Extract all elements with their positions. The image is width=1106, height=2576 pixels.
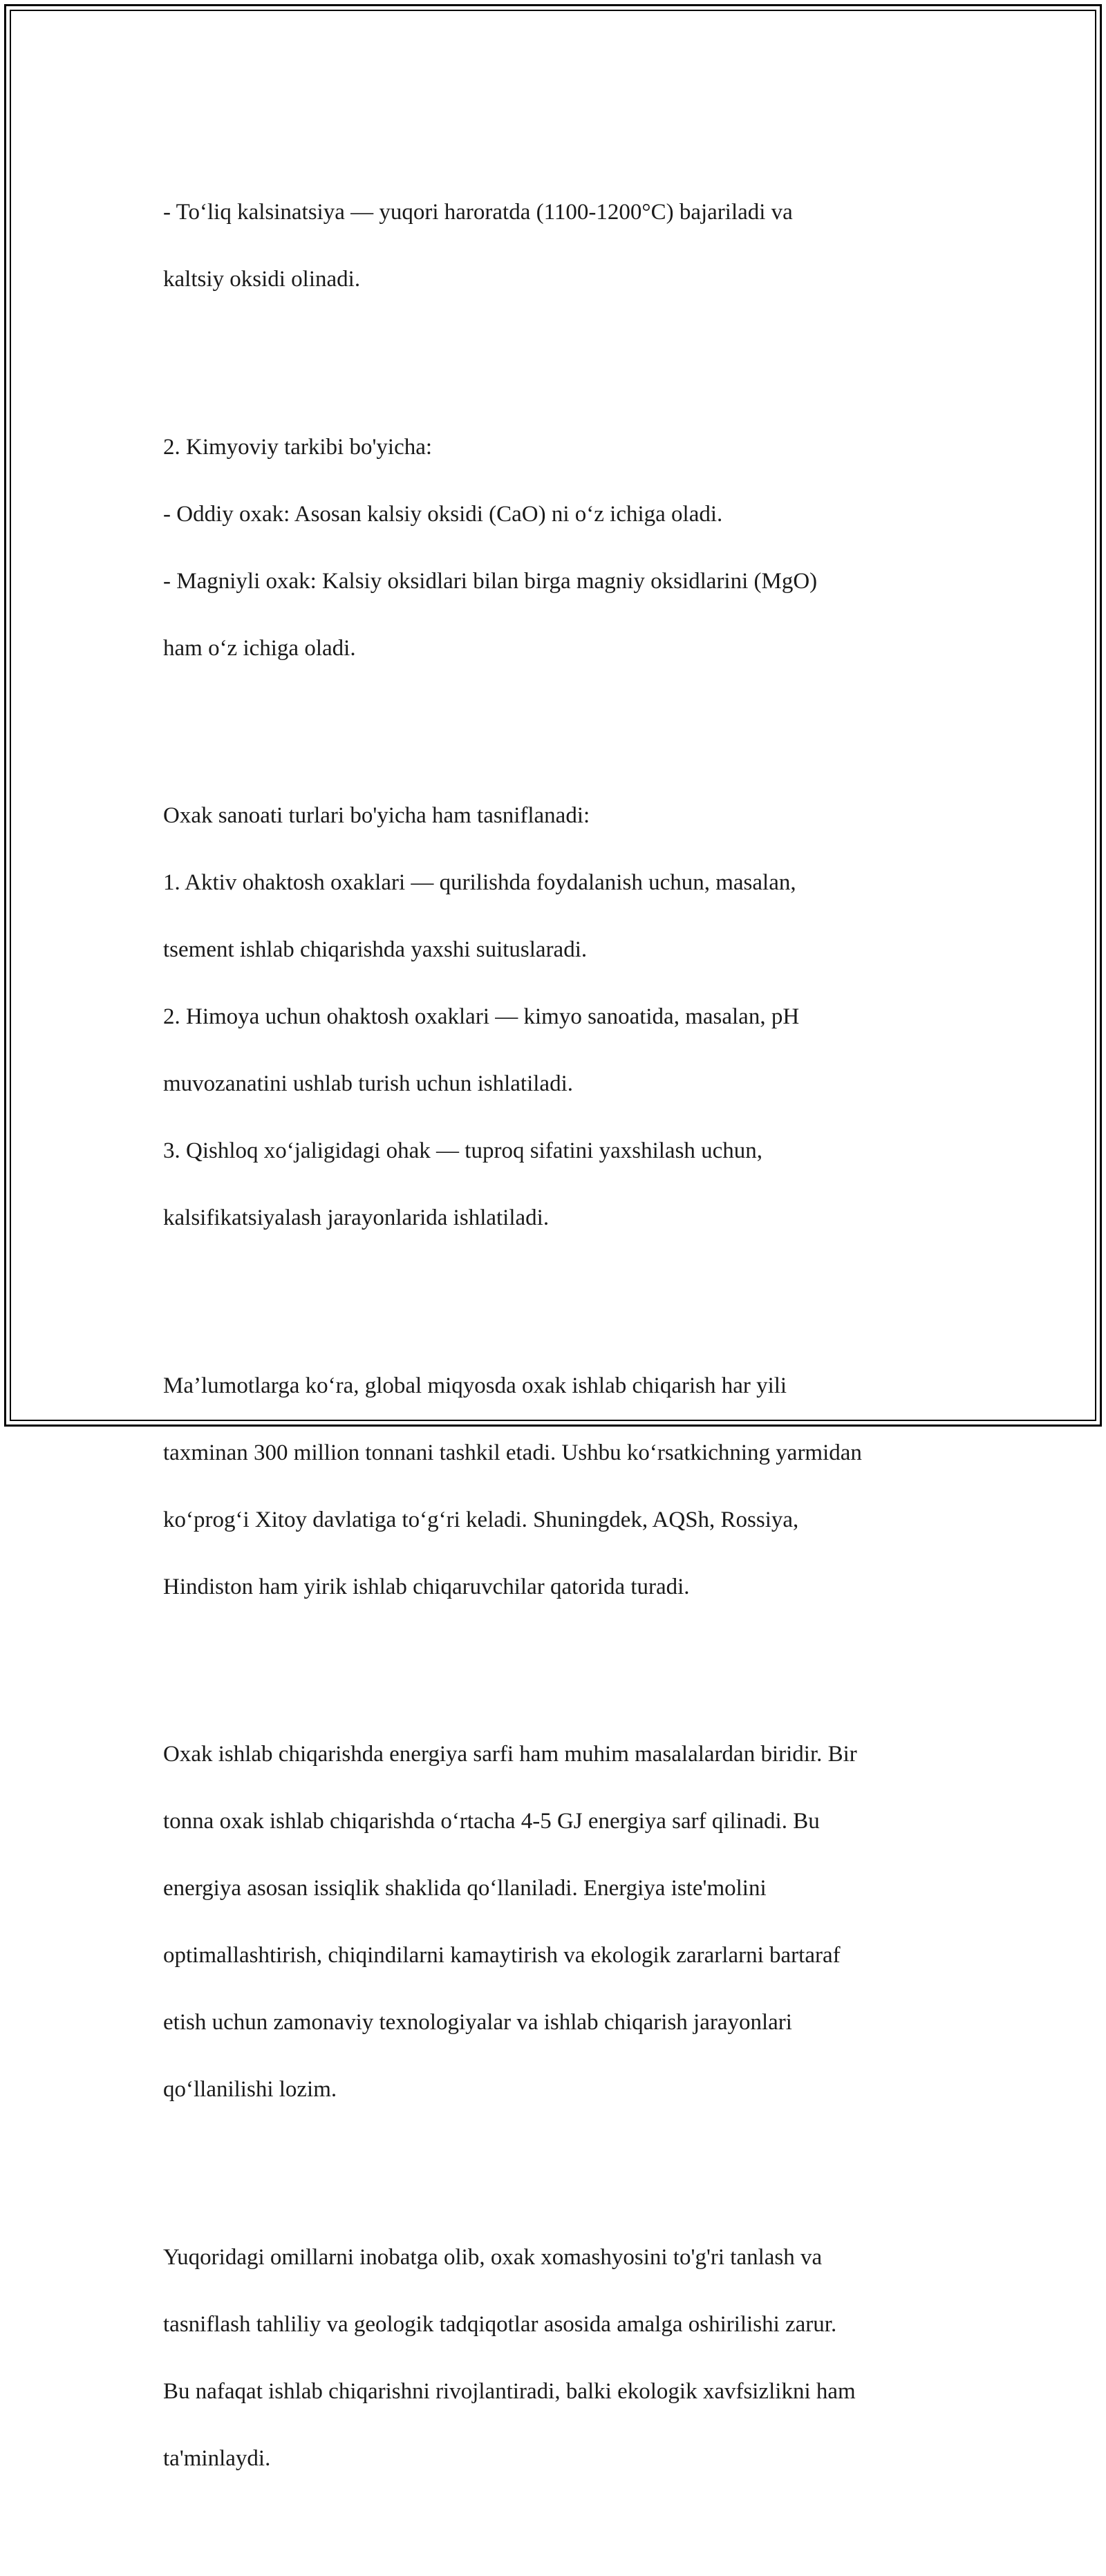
text-line: tasniflash tahliliy va geologik tadqiqotlar asosida amalga oshirilishi zarur. [163,2311,837,2337]
paragraph-energy-consumption [163,1704,951,2141]
text-line: muvozanatini ushlab turish uchun ishlatiladi. [163,1071,573,1096]
text-line: Hindiston ham yirik ishlab chiqaruvchilar qatorida turadi. [163,1574,690,1599]
text-line: - To‘liq kalsinatsiya — yuqori haroratda (1100-1200°C) bajariladi va [163,200,793,225]
text-line: ham o‘z ichiga oladi. [163,635,356,661]
text-line: tonna oxak ishlab chiqarishda o‘rtacha 4-5 GJ energiya sarf qilinadi. Bu [163,1809,820,1834]
text-line: - Oddiy oxak: Asosan kalsiy oksidi (CaO) ni o‘z ichiga oladi. [163,501,723,527]
document-body [163,129,951,2576]
text-line: 3. Qishloq xo‘jaligidagi ohak — tuproq sifatini yaxshilash uchun, [163,1138,763,1163]
text-line: qo‘llanilishi lozim. [163,2077,337,2102]
text-line: Ma’lumotlarga ko‘ra, global miqyosda oxak ishlab chiqarish har yili [163,1373,787,1398]
text-line: ta'minlaydi. [163,2445,271,2471]
text-line: Oxak sanoati turlari bo'yicha ham tasniflanadi: [163,803,590,828]
text-line: 2. Himoya uchun ohaktosh oxaklari — kimyo sanoatida, masalan, pH [163,1004,800,1029]
paragraph-industry-types [163,766,951,1269]
text-line: ko‘prog‘i Xitoy davlatiga to‘g‘ri keladi. Shuningdek, AQSh, Rossiya, [163,1507,799,1532]
text-line: kaltsiy oksidi olinadi. [163,267,361,292]
text-line: Oxak ishlab chiqarishda energiya sarfi ham muhim masalalardan biridir. Bir [163,1742,857,1767]
text-line: - Magniyli oxak: Kalsiy oksidlari bilan birga magniy oksidlarini (MgO) [163,568,818,594]
text-line: energiya asosan issiqlik shaklida qo‘llaniladi. Energiya iste'molini [163,1876,767,1901]
paragraph-chemical-composition [163,397,951,699]
text-line: taxminan 300 million tonnani tashkil etadi. Ushbu ko‘rsatkichning yarmidan [163,1440,862,1465]
text-line: tsement ishlab chiqarishda yaxshi suituslaradi. [163,937,588,962]
paragraph-global-production [163,1335,951,1637]
text-line: optimallashtirish, chiqindilarni kamaytirish va ekologik zararlarni bartaraf [163,1943,841,1968]
text-line: etish uchun zamonaviy texnologiyalar va ishlab chiqarish jarayonlari [163,2010,792,2035]
text-line: 1. Aktiv ohaktosh oxaklari — qurilishda foydalanish uchun, masalan, [163,870,796,895]
text-line: 2. Kimyoviy tarkibi bo'yicha: [163,434,433,460]
text-line: Yuqoridagi omillarni inobatga olib, oxak xomashyosini to'g'ri tanlash va [163,2244,823,2270]
paragraph-conclusion [163,2207,951,2509]
text-line: kalsifikatsiyalash jarayonlarida ishlatiladi. [163,1205,550,1230]
text-line: Bu nafaqat ishlab chiqarishni rivojlantiradi, balki ekologik xavfsizlikni ham [163,2378,856,2404]
paragraph-calcination-note [163,162,951,330]
